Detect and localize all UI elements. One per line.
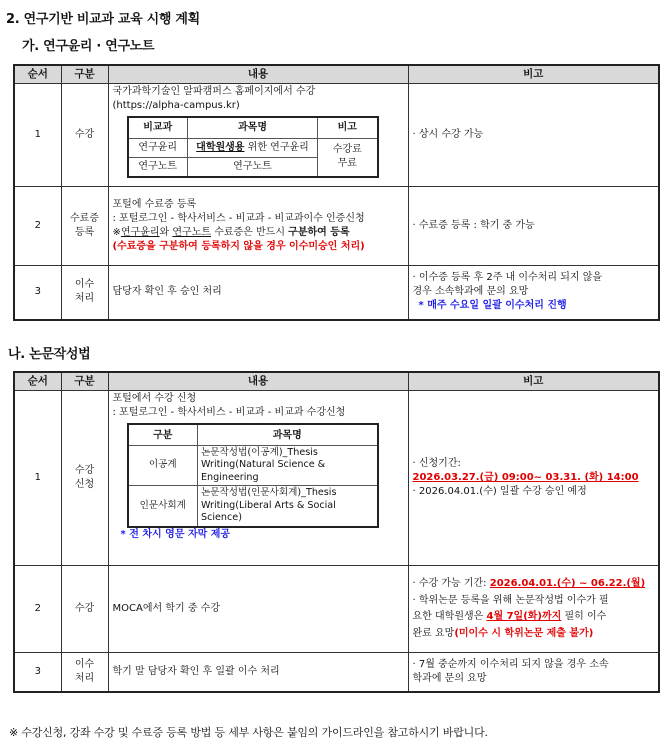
remark-line [413, 626, 655, 643]
table-row [14, 566, 659, 653]
type-line: 처리 [74, 293, 95, 305]
inner-cell: 연구노트 [128, 158, 188, 177]
content-url: (https://alpha-campus.kr) [112, 100, 240, 111]
row-content [108, 391, 408, 566]
type-line: 등록 [74, 227, 95, 238]
inner-header: 구분 [128, 424, 198, 446]
type-line: 수강 [74, 465, 95, 476]
row-remark: · 수료증 등록 : 학기 중 가능 [408, 187, 659, 266]
header-no: 순서 [14, 65, 61, 84]
content-line: 포털에서 수강 신청 [112, 393, 197, 404]
remark-line: · 7월 중순까지 이수처리 되지 않을 경우 소속 [412, 658, 609, 670]
inner-note-cell [318, 139, 378, 177]
section-a-title: 가. 연구윤리 · 연구노트 [22, 39, 155, 54]
remark-text: · 수강 가능 기간: [412, 578, 490, 589]
remark-line: 학과에 문의 요망 [412, 672, 487, 684]
row-type [61, 653, 108, 692]
remark-highlight: * 매주 수요일 일괄 이수처리 진행 [418, 300, 567, 312]
header-type: 구분 [61, 372, 108, 391]
row-type [61, 187, 108, 266]
thesis-writing-table [13, 371, 660, 693]
remark-line: · 이수증 등록 후 2주 내 이수처리 되지 않을 [412, 272, 603, 284]
row-type [61, 266, 108, 320]
row-remark [408, 653, 659, 692]
row-content [108, 84, 408, 187]
remark-period: 2026.03.27.(금) 09:00~ 03.31. (화) 14:00 [412, 472, 639, 483]
content-text: 와 [159, 227, 173, 238]
table-row [14, 391, 659, 566]
row-type: 수강 [61, 566, 108, 653]
content-line: : 포털로그인 - 학사서비스 - 비교과 - 비교과 수강신청 [112, 407, 346, 418]
content-line: 포털에 수료증 등록 [112, 199, 197, 210]
row-content: 담당자 확인 후 승인 처리 [108, 266, 408, 320]
type-line: 이수 [74, 658, 95, 670]
row-remark [408, 566, 659, 653]
table-header-row [14, 372, 659, 391]
inner-cell: 연구윤리 [128, 139, 188, 158]
header-no: 순서 [14, 372, 61, 391]
inner-cell: 인문사회계 [128, 486, 198, 527]
row-remark [408, 391, 659, 566]
inner-text: 위한 연구윤리 [244, 142, 309, 153]
content-line: : 포털로그인 - 학사서비스 - 비교과 - 비교과이수 인증신청 [112, 213, 365, 224]
remark-line: 경우 소속학과에 문의 요망 [412, 286, 529, 298]
remark-deadline: 4월 7일(화)까지 [486, 611, 562, 622]
main-heading: 2. 연구기반 비교과 교육 시행 계획 [6, 12, 200, 27]
remark-text: 요한 대학원생은 [412, 611, 487, 622]
row-no: 3 [14, 266, 61, 320]
header-content: 내용 [108, 65, 408, 84]
row-content [108, 187, 408, 266]
inner-cell: 연구노트 [188, 158, 318, 177]
inner-header: 비교과 [128, 117, 188, 139]
remark-text: 완료 요망 [412, 627, 455, 639]
remark-line: · 신청기간: [412, 458, 461, 469]
inner-header: 비고 [318, 117, 378, 139]
inner-note: 수강료 [332, 144, 362, 156]
emphasis-text: 대학원생용 [196, 142, 245, 153]
table-row [14, 84, 659, 187]
bold-text: 구분하여 등록 [288, 227, 350, 238]
inner-note: 무료 [337, 158, 357, 170]
inner-cell: 논문작성법(인문사회계)_Thesis Writing(Liberal Arts & Social Science) [198, 486, 378, 527]
inner-header: 과목명 [188, 117, 318, 139]
type-line: 처리 [74, 672, 95, 684]
content-text: 수료증은 반드시 [211, 227, 289, 238]
content-line: 국가과학기술인 알파캠퍼스 홈페이지에서 수강 [112, 86, 316, 97]
footnote: ※ 수강신청, 강좌 수강 및 수료증 등록 방법 등 세부 사항은 붙임의 가이드라인을 참고하시기 바랍니다. [9, 726, 488, 739]
content-line [113, 226, 404, 240]
header-remark: 비고 [408, 65, 659, 84]
row-no: 3 [14, 653, 61, 692]
table-row [14, 187, 659, 266]
course-inner-table [127, 116, 379, 178]
row-remark [408, 266, 659, 320]
type-line: 수료증 [70, 213, 99, 224]
row-type [61, 391, 108, 566]
subtitle-note: * 전 차시 영문 자막 제공 [120, 528, 231, 540]
underline-text: 연구윤리 [120, 227, 160, 238]
note-mark: ※ [112, 227, 121, 238]
table-header-row [14, 65, 659, 84]
remark-period: 2026.04.01.(수) ~ 06.22.(월) [489, 578, 646, 589]
row-remark: · 상시 수강 가능 [408, 84, 659, 187]
table-row [14, 266, 659, 320]
section-b-title: 나. 논문작성법 [8, 347, 91, 362]
remark-line: · 학위논문 등록을 위해 논문작성법 이수가 필 [412, 594, 609, 606]
inner-cell: 이공계 [128, 446, 198, 486]
row-no: 1 [14, 391, 61, 566]
remark-text: 필히 이수 [561, 611, 607, 622]
research-ethics-table [13, 64, 660, 321]
course-inner-table [127, 423, 379, 528]
row-no: 1 [14, 84, 61, 187]
remark-line [413, 609, 655, 626]
row-no: 2 [14, 187, 61, 266]
type-line: 이수 [74, 279, 95, 291]
inner-cell [188, 139, 318, 158]
remark-warning: (미이수 시 학위논문 제출 불가) [454, 627, 594, 639]
remark-line [413, 576, 655, 593]
table-row [14, 653, 659, 692]
underline-text: 연구노트 [172, 227, 212, 238]
row-type: 수강 [61, 84, 108, 187]
header-content: 내용 [108, 372, 408, 391]
row-content: MOCA에서 학기 중 수강 [108, 566, 408, 653]
row-no: 2 [14, 566, 61, 653]
warning-text: (수료증을 구분하여 등록하지 않을 경우 이수미승인 처리) [112, 241, 365, 252]
header-remark: 비고 [408, 372, 659, 391]
type-line: 신청 [74, 479, 95, 490]
row-content: 학기 말 담당자 확인 후 일괄 이수 처리 [108, 653, 408, 692]
header-type: 구분 [61, 65, 108, 84]
inner-header: 과목명 [198, 424, 378, 446]
remark-line: · 2026.04.01.(수) 일괄 수강 승인 예정 [412, 486, 587, 497]
inner-cell: 논문작성법(이공계)_Thesis Writing(Natural Science & Engineering [198, 446, 378, 486]
